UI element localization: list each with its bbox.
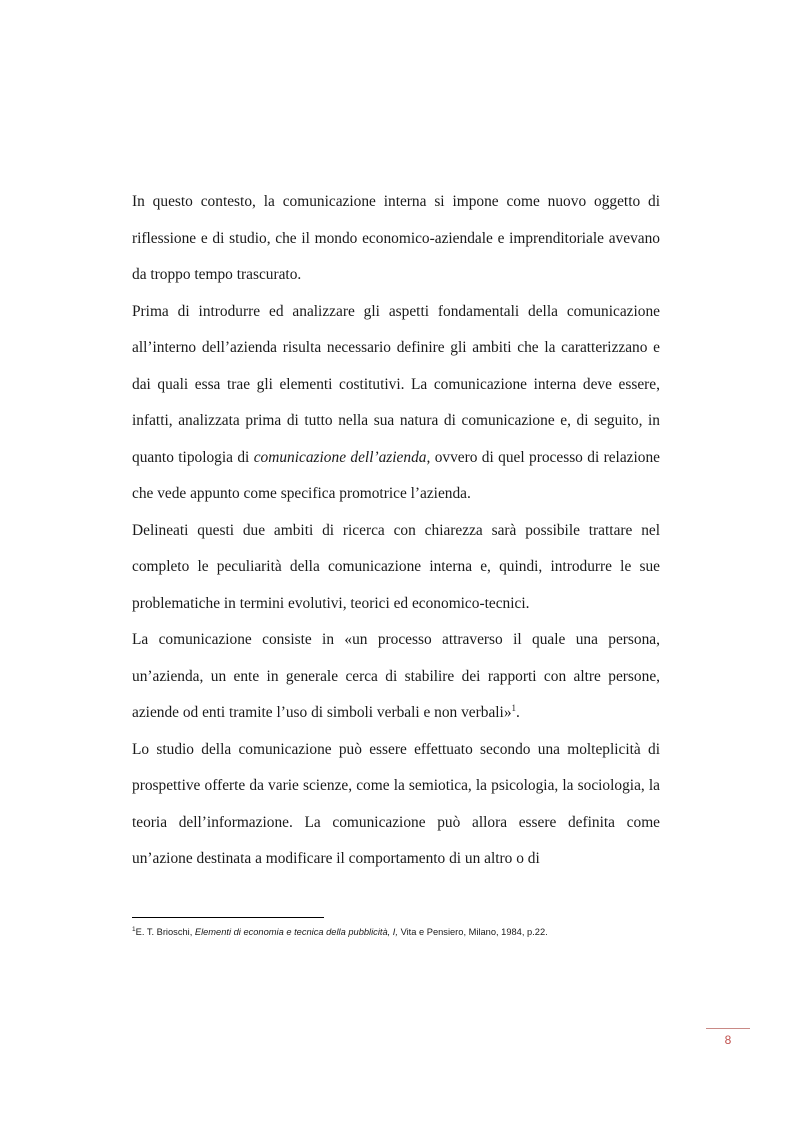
paragraph-3: Delineati questi due ambiti di ricerca con chiarezza sarà possibile trattare nel completo le peculiarità della comunicazione interna e, quindi, introdurre le sue problematiche in termini evolutivi, teorici ed economico-tecnici. — [132, 521, 660, 612]
body-text — [132, 184, 660, 878]
italic-phrase: comunicazione dell’azienda, — [253, 448, 431, 466]
footnote-separator — [132, 917, 324, 918]
footnote-number: 1 — [132, 925, 136, 933]
footnote — [132, 925, 692, 939]
paragraph-2: Prima di introdurre ed analizzare gli aspetti fondamentali della comunicazione all’interno dell’azienda risulta necessario definire gli ambiti che la caratterizzano e dai quali essa trae gli elementi costitutivi. La comunicazione interna deve essere, infatti, analizzata prima di tutto nella sua natura di comunicazione e, di seguito, in quanto tipologia di comunicazione dell’azienda, ovvero di quel processo di relazione che vede appunto come specifica promotrice l’azienda. — [132, 302, 660, 502]
footnote-reference[interactable]: 1 — [511, 702, 517, 713]
footnote-title: Elementi di economia e tecnica della pubblicità, I, — [194, 927, 398, 937]
paragraph-1: In questo contesto, la comunicazione interna si impone come nuovo oggetto di riflessione e di studio, che il mondo economico-aziendale e imprenditoriale avevano da troppo tempo trascurato. — [132, 193, 660, 283]
footnote-publisher: Vita e Pensiero, Milano, 1984, p.22. — [397, 927, 548, 937]
page-number: 8 — [724, 1033, 732, 1047]
footnote-author: E. T. Brioschi, — [135, 927, 195, 937]
paragraph-5: Lo studio della comunicazione può essere effettuato secondo una molteplicità di prospettive offerte da varie scienze, come la semiotica, la psicologia, la sociologia, la teoria dell’informazione. La comunicazione può allora essere definita come un’azione destinata a modificare il comportamento di un altro o di — [132, 740, 660, 867]
page-number-rule — [706, 1028, 750, 1029]
paragraph-4: La comunicazione consiste in «un processo attraverso il quale una persona, un’azienda, un ente in generale cerca di stabilire dei rapporti con altre persone, aziende od enti tramite l’uso di simboli verbali e non verbali»$^1$. — [132, 631, 660, 721]
